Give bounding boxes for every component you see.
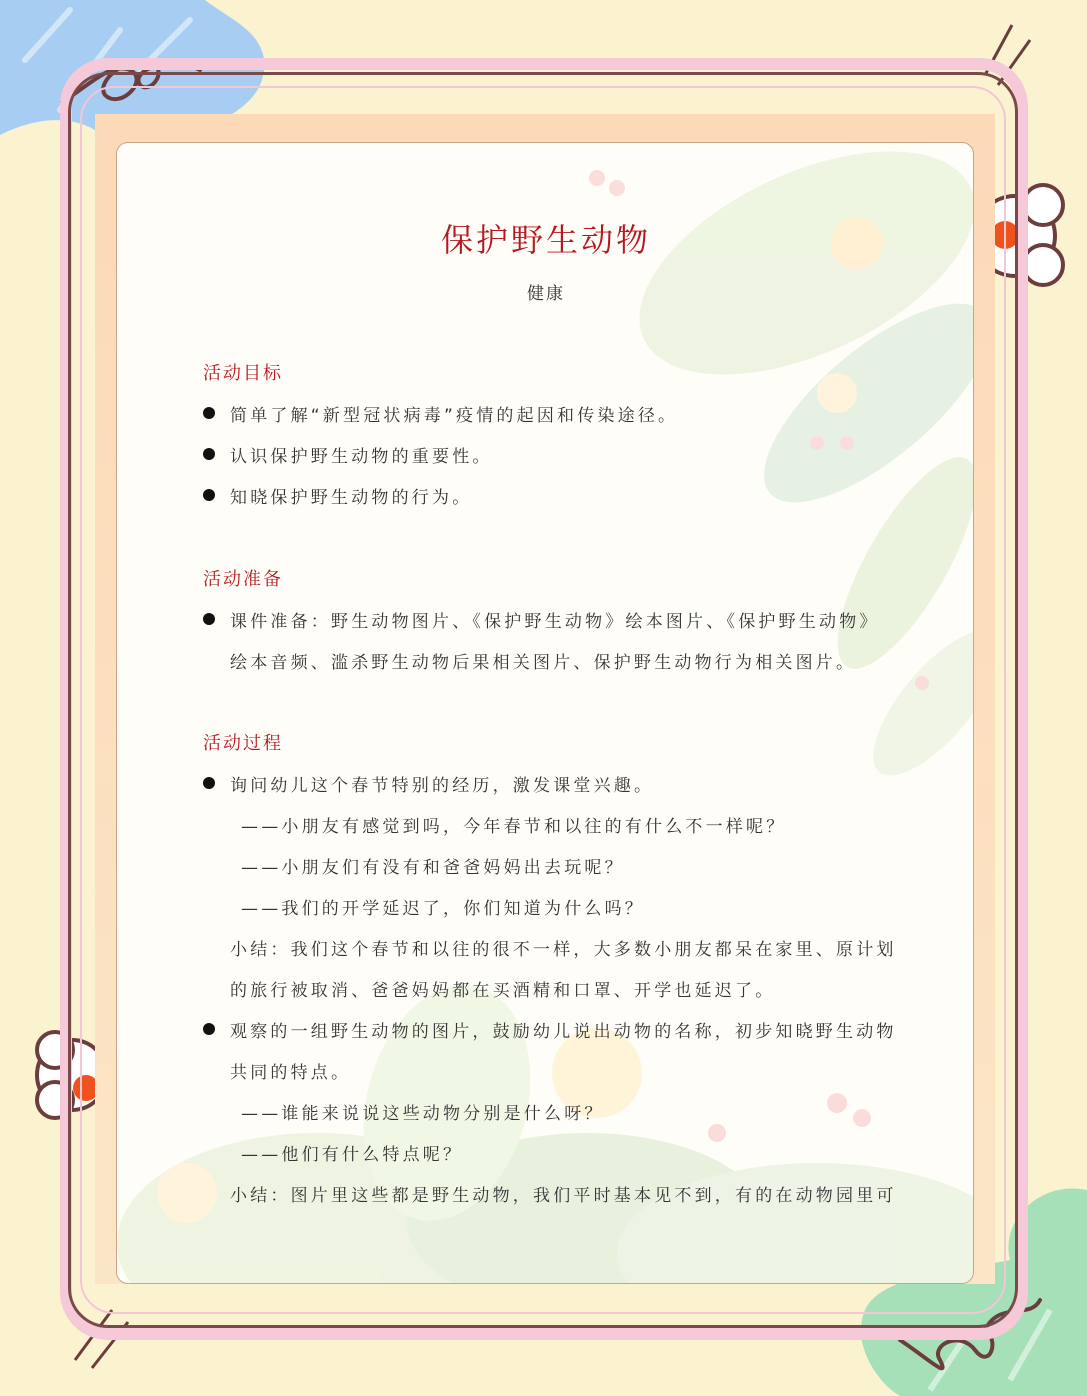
document-subtitle: 健康	[527, 284, 565, 304]
goal-item: 认识保护野生动物的重要性。	[230, 447, 493, 467]
question-line: ——他们有什么特点呢？	[241, 1145, 464, 1165]
bullet-icon	[203, 613, 215, 625]
bullet-icon	[203, 489, 215, 501]
bullet-icon	[203, 777, 215, 789]
bullet-icon	[203, 1023, 215, 1035]
goal-item: 简单了解“新型冠状病毒”疫情的起因和传染途径。	[230, 406, 679, 426]
process-step: 询问幼儿这个春节特别的经历，激发课堂兴趣。	[230, 776, 655, 796]
section-heading-process: 活动过程	[203, 733, 283, 754]
document-paper	[116, 142, 974, 1284]
question-line: ——小朋友们有没有和爸爸妈妈出去玩呢？	[241, 858, 625, 878]
preparation-line: 绘本音频、滥杀野生动物后果相关图片、保护野生动物行为相关图片。	[230, 653, 857, 673]
section-heading-goals: 活动目标	[203, 363, 283, 384]
preparation-line: 课件准备：野生动物图片、《保护野生动物》绘本图片、《保护野生动物》	[230, 612, 880, 632]
question-line: ——我们的开学延迟了，你们知道为什么吗？	[241, 899, 645, 919]
summary-line: 小结：图片里这些都是野生动物，我们平时基本见不到，有的在动物园里可	[230, 1186, 897, 1206]
process-step: 观察的一组野生动物的图片，鼓励幼儿说出动物的名称，初步知晓野生动物	[230, 1022, 897, 1042]
bullet-icon	[203, 407, 215, 419]
summary-line: 的旅行被取消、爸爸妈妈都在买酒精和口罩、开学也延迟了。	[230, 981, 776, 1001]
summary-line: 小结：我们这个春节和以往的很不一样，大多数小朋友都呆在家里、原计划	[230, 940, 897, 960]
document-content	[117, 143, 974, 1284]
process-step: 共同的特点。	[230, 1063, 352, 1083]
bullet-icon	[203, 448, 215, 460]
goal-item: 知晓保护野生动物的行为。	[230, 488, 473, 508]
question-line: ——小朋友有感觉到吗，今年春节和以往的有什么不一样呢？	[241, 817, 787, 837]
section-heading-preparation: 活动准备	[203, 569, 283, 590]
document-title: 保护野生动物	[440, 221, 651, 259]
question-line: ——谁能来说说这些动物分别是什么呀？	[241, 1104, 605, 1124]
